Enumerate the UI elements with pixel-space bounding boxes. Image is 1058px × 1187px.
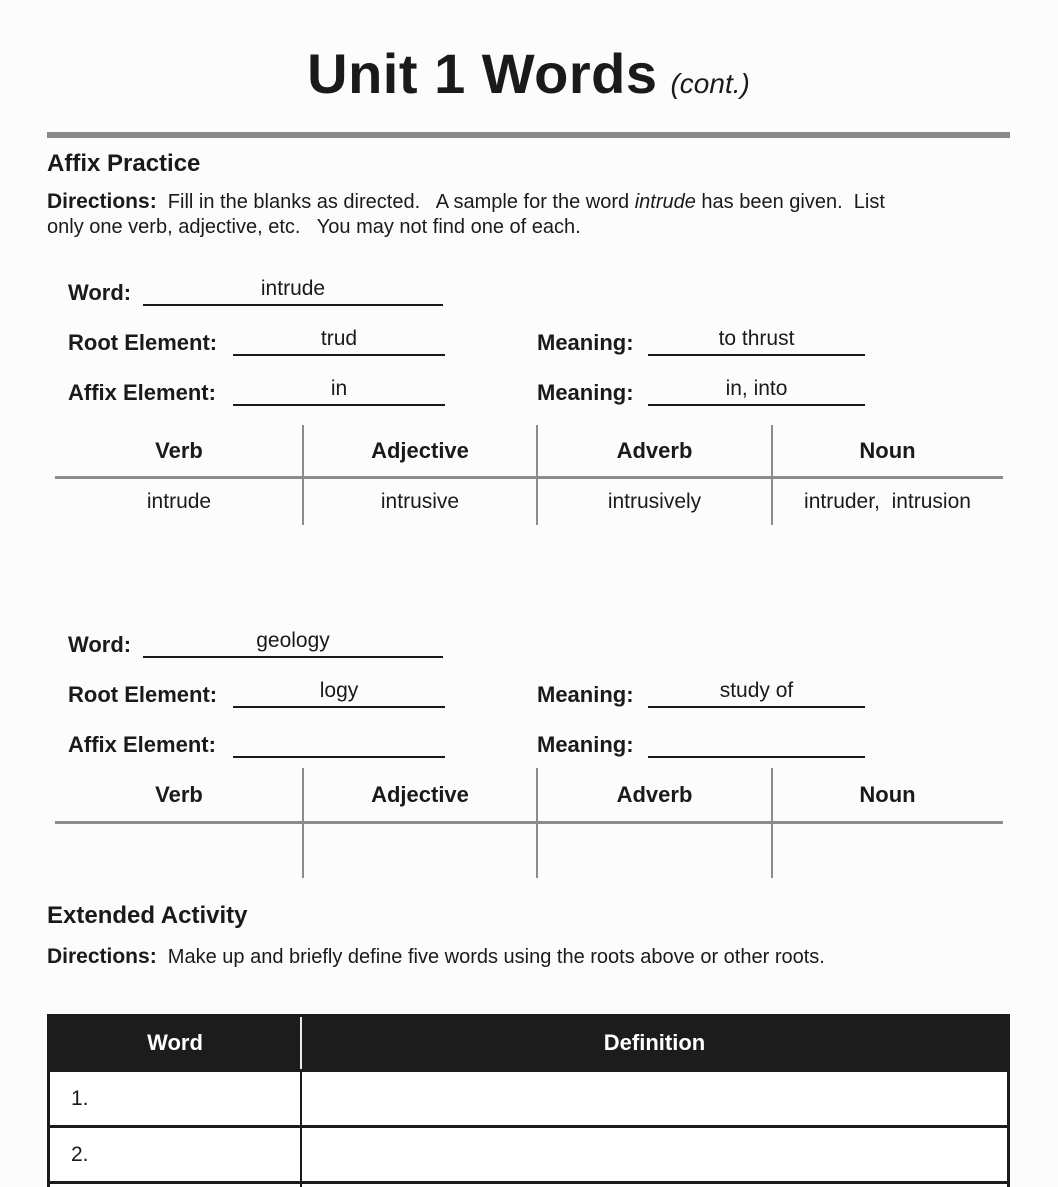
table-row [50,1125,1007,1181]
pos-cell-noun: intruder, intrusion [804,490,971,513]
affix-element-label: Affix Element: [68,732,216,757]
pos-cell-adjective: intrusive [380,490,460,513]
pos-header-verb: Verb [155,781,203,807]
page-title-suffix: (cont.) [670,68,750,99]
column-divider [302,425,304,525]
root-meaning-label: Meaning: [537,682,634,707]
root-element-blank: trud [233,327,445,356]
column-divider [302,768,304,878]
root-meaning-label: Meaning: [537,330,634,355]
pos-header-adverb: Adverb [616,437,693,463]
definition-table-header [50,1017,1007,1069]
pos-header-adverb: Adverb [616,781,693,807]
header-word: Word [50,1017,302,1069]
word-definition-table [47,1014,1010,1187]
word-set-geology [68,626,1010,758]
word-set-intrude [68,274,1010,406]
header-definition: Definition [603,1030,706,1055]
directions-label: Directions: [47,190,157,213]
directions-text-line2: only one verb, adjective, etc. You may not find one of each. [47,216,581,238]
page-title [47,44,1010,114]
table-row-partial [50,1181,1007,1187]
column-divider [771,768,773,878]
pos-table-geology [55,768,1003,878]
extended-activity-directions [47,944,1010,970]
directions-text: Make up and briefly define five words using the roots above or other roots. [156,946,825,968]
affix-meaning-label: Meaning: [537,380,634,405]
column-divider [536,425,538,525]
word-blank: geology [143,629,443,658]
title-divider-rule [47,132,1010,138]
page-title-text: Unit 1 Words [307,42,658,105]
root-element-label: Root Element: [68,330,218,355]
affix-element-label: Affix Element: [68,380,216,405]
directions-text-1: Fill in the blanks as directed. A sample for the word [156,191,635,213]
directions-text-2: has been given. List [695,191,885,213]
root-meaning-blank: study of [648,679,865,708]
affix-practice-directions [47,189,1010,240]
pos-header-adjective: Adjective [371,781,469,807]
affix-meaning-blank [648,753,865,758]
word-label: Word: [68,280,132,305]
directions-italic-word: intrude [634,191,696,213]
root-element-blank: logy [233,679,445,708]
pos-table-intrude [55,425,1003,525]
pos-header-noun: Noun [859,437,916,463]
directions-label: Directions: [47,945,157,968]
root-meaning-blank: to thrust [648,327,865,356]
row-number: 2. [50,1128,302,1181]
affix-element-blank: in [233,377,445,406]
definition-cell [302,1128,1007,1181]
column-divider [536,768,538,878]
table-row [50,1069,1007,1125]
pos-cell-verb: intrude [146,490,212,513]
affix-meaning-label: Meaning: [537,732,634,757]
extended-activity-heading: Extended Activity [47,902,248,929]
pos-header-noun: Noun [859,781,916,807]
pos-header-verb: Verb [155,437,203,463]
affix-meaning-blank: in, into [648,377,865,406]
word-label: Word: [68,632,132,657]
root-element-label: Root Element: [68,682,218,707]
pos-cell-adverb: intrusively [607,490,702,513]
column-divider [771,425,773,525]
pos-header-adjective: Adjective [371,437,469,463]
word-blank: intrude [143,277,443,306]
row-number: 1. [50,1072,302,1125]
affix-element-blank [233,753,445,758]
definition-cell [302,1072,1007,1125]
affix-practice-heading: Affix Practice [47,150,201,177]
